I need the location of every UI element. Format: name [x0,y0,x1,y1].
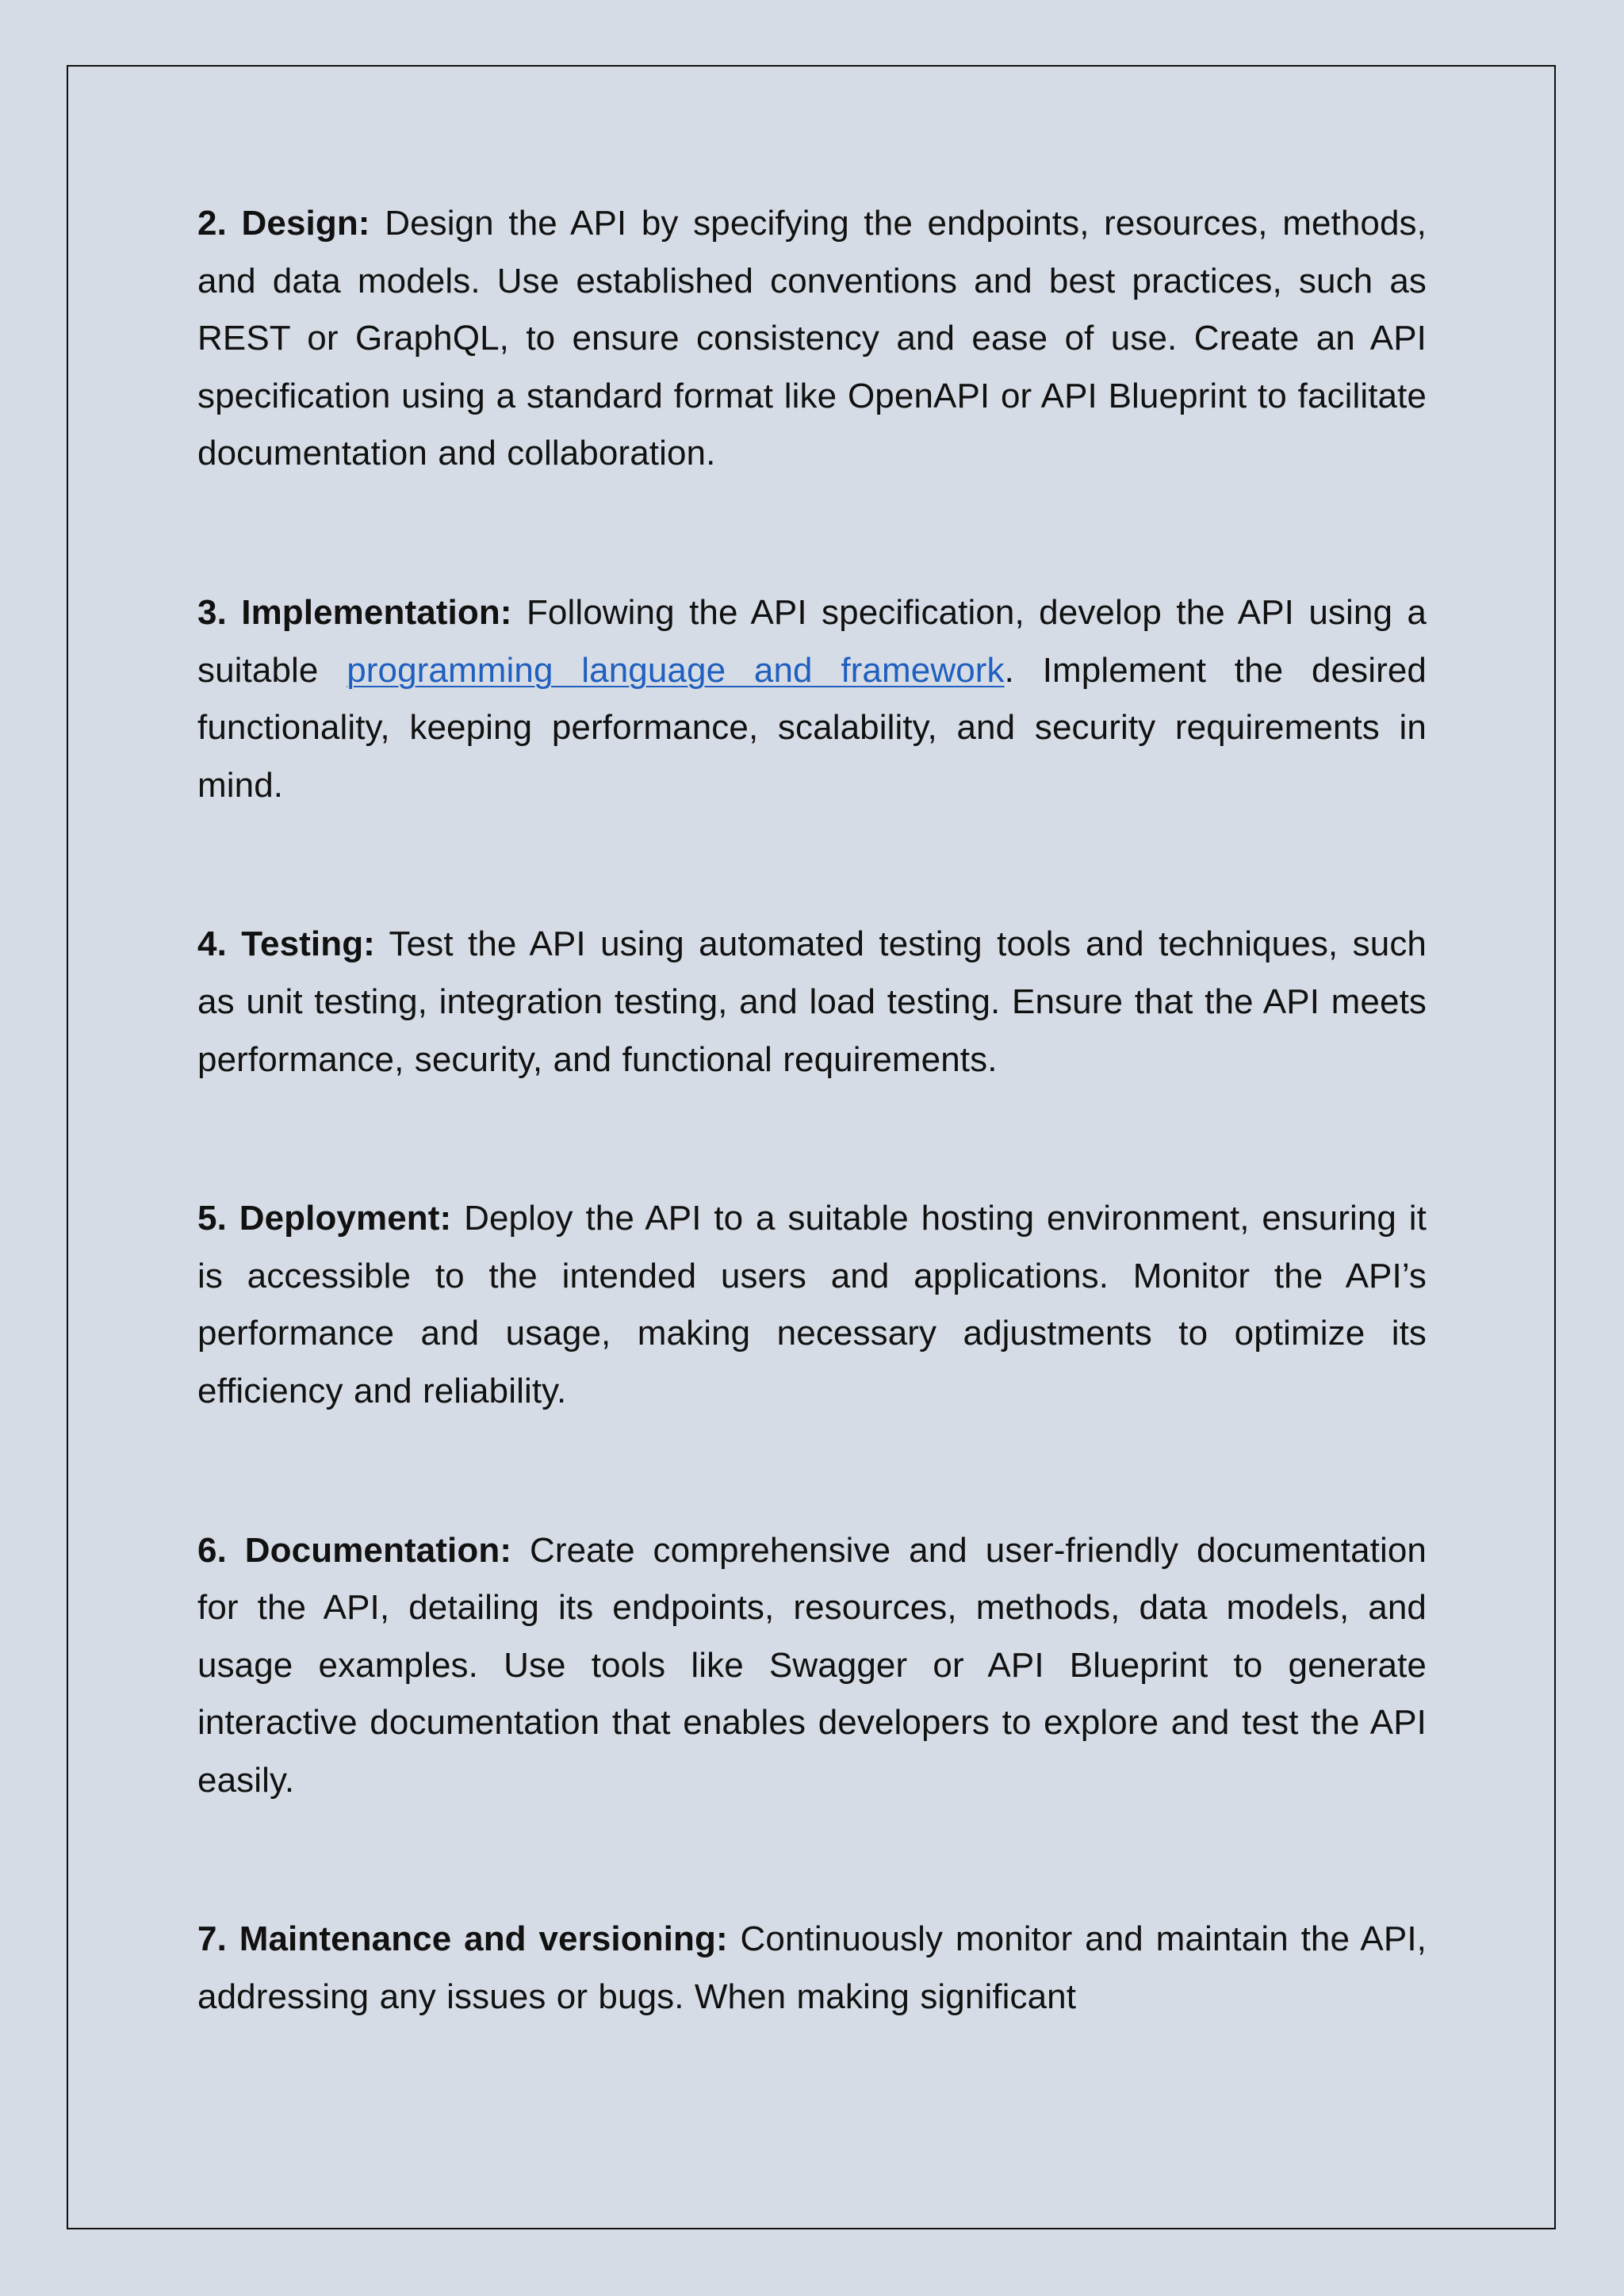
section-heading: 5. Deployment: [197,1199,452,1238]
section-text: Test the API using automated testing tools and techniques, such as unit testing, integration testing, and load testing. Ensure that the API meets performance, security, and functional requirements. [197,924,1427,1079]
section-heading: 7. Maintenance and versioning: [197,1919,728,1959]
section-implementation [197,584,1427,814]
section-text: Continuously monitor and maintain the API, addressing any issues or bugs. When making significant [197,1919,1427,2017]
section-heading: 3. Implementation: [197,592,512,632]
section-heading: 2. Design: [197,204,370,243]
programming-language-link[interactable]: programming language and framework [347,650,1005,690]
section-heading: 4. Testing: [197,924,375,964]
section-heading: 6. Documentation: [197,1530,512,1570]
section-documentation [197,1522,1427,1810]
section-design [197,195,1427,483]
document-body [197,195,1427,2128]
section-text: Deploy the API to a suitable hosting environment, ensuring it is accessible to the intended users and applications. Monitor the API’s performance and usage, making necessary adjustments to optimize its efficiency and reliability. [197,1199,1427,1410]
section-testing [197,916,1427,1089]
section-text: Following the API specification, develop the API using a suitable [197,592,1427,690]
section-text: . Implement the desired functionality, keeping performance, scalability, and security requirements in mind. [197,650,1427,805]
section-text: Create comprehensive and user-friendly documentation for the API, detailing its endpoints, resources, methods, data models, and usage examples. Use tools like Swagger or API Blueprint to generate interactive documentation that enables developers to explore and test the API easily. [197,1530,1427,1800]
section-deployment [197,1190,1427,1420]
section-text: Design the API by specifying the endpoints, resources, methods, and data models. Use established conventions and best practices, such as REST or GraphQL, to ensure consistency and ease of use. Create an API specification using a standard format like OpenAPI or API Blueprint to facilitate documentation and collaboration. [197,204,1427,473]
section-maintenance [197,1911,1427,2026]
